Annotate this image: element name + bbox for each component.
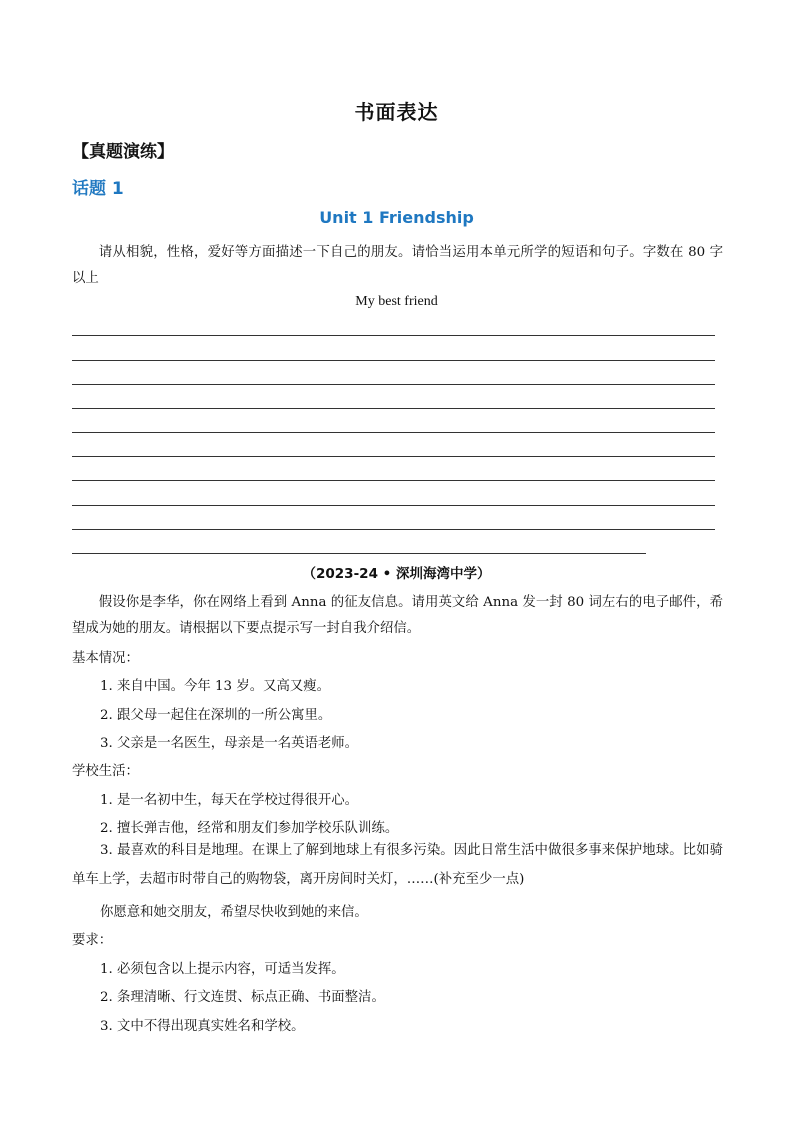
- basic-label: 基本情况：: [72, 651, 139, 666]
- writing-line: [72, 408, 715, 409]
- basic-item: 2. 跟父母一起住在深圳的一所公寓里。: [100, 708, 332, 723]
- writing-line: [72, 505, 715, 506]
- closing-text: 你愿意和她交朋友，希望尽快收到她的来信。: [100, 905, 368, 920]
- writing-line: [72, 432, 715, 433]
- exercise-task: 假设你是李华，你在网络上看到 Anna 的征友信息。请用英文给 Anna 发一封 80 词左右的电子邮件，希望成为她的朋友。请根据以下要点提示写一封自我介绍信。: [72, 595, 723, 636]
- requirement-item: 1. 必须包含以上提示内容，可适当发挥。: [100, 962, 345, 977]
- unit-heading: Unit 1 Friendship: [319, 208, 474, 227]
- essay-title: My best friend: [355, 294, 438, 309]
- topic-label: 话题 1: [72, 179, 124, 199]
- writing-line: [72, 335, 715, 336]
- basic-item: 3. 父亲是一名医生，母亲是一名英语老师。: [100, 736, 359, 751]
- requirement-item: 2. 条理清晰、行文连贯、标点正确、书面整洁。: [100, 990, 385, 1005]
- writing-line: [72, 553, 646, 554]
- writing-line: [72, 360, 715, 361]
- page-title: 书面表达: [354, 100, 439, 124]
- school-item: 2. 擅长弹吉他，经常和朋友们参加学校乐队训练。: [100, 821, 399, 836]
- requirements-label: 要求：: [72, 933, 113, 948]
- school-label: 学校生活：: [72, 764, 139, 779]
- writing-line: [72, 529, 715, 530]
- school-item: 1. 是一名初中生，每天在学校过得很开心。: [100, 793, 359, 808]
- basic-item: 1. 来自中国。今年 13 岁。又高又瘦。: [100, 679, 331, 694]
- section-label: 【真题演练】: [72, 142, 174, 162]
- school-item: 3. 最喜欢的科目是地理。在课上了解到地球上有很多污染。因此日常生活中做很多事来保护地球。比如骑单车上学，去超市时带自己的购物袋，离开房间时关灯，……(补充至少一点): [72, 843, 723, 887]
- exercise-source: （2023-24 • 深圳海湾中学）: [302, 566, 491, 582]
- writing-line: [72, 384, 715, 385]
- writing-line: [72, 480, 715, 481]
- writing-line: [72, 456, 715, 457]
- requirement-item: 3. 文中不得出现真实姓名和学校。: [100, 1019, 305, 1034]
- intro-prompt: 请从相貌，性格，爱好等方面描述一下自己的朋友。请恰当运用本单元所学的短语和句子。字数在 80 字以上: [72, 245, 723, 286]
